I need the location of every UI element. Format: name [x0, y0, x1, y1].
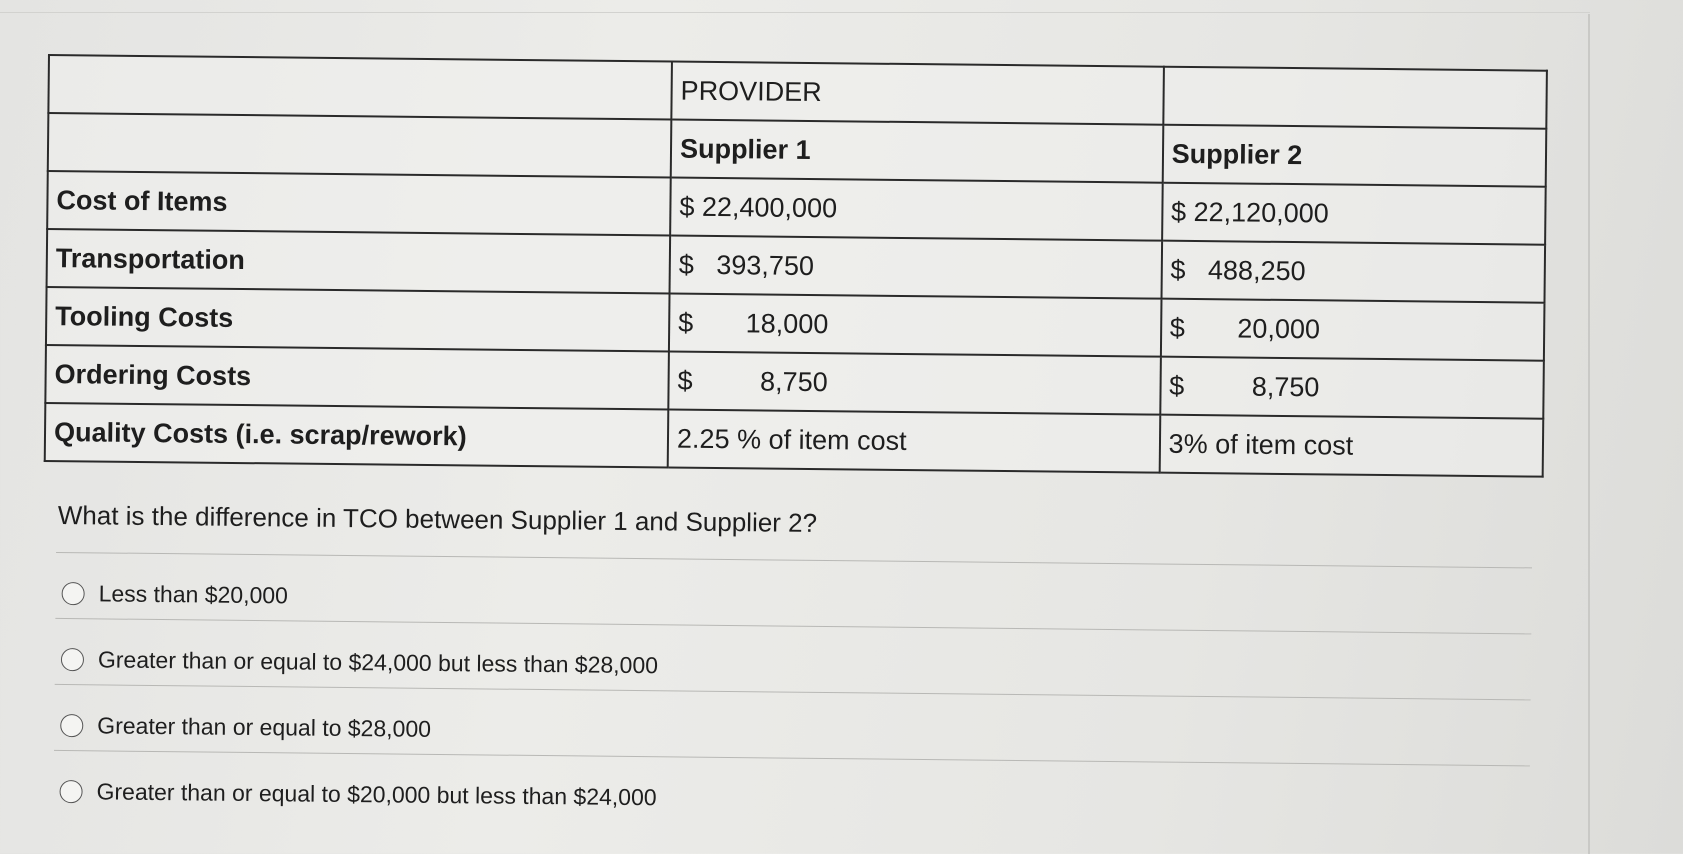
supplier2-header: Supplier 2 [1162, 125, 1546, 187]
supplier2-value: $ 22,120,000 [1162, 183, 1546, 245]
empty-header-cell [48, 55, 672, 120]
supplier2-value: $ 8,750 [1160, 357, 1544, 419]
row-label: Transportation [47, 229, 671, 294]
option-label: Greater than or equal to $28,000 [97, 711, 432, 742]
provider-header: PROVIDER [671, 62, 1163, 125]
option-label: Less than $20,000 [98, 579, 289, 608]
radio-button-icon[interactable] [60, 713, 83, 736]
radio-button-icon[interactable] [61, 647, 84, 670]
empty-provider-cell [1163, 67, 1547, 129]
row-label: Ordering Costs [45, 345, 669, 410]
question-text: What is the difference in TCO between Supplier 1 and Supplier 2? [57, 500, 818, 538]
supplier1-value: $ 8,750 [668, 352, 1160, 415]
supplier2-value: $ 488,250 [1161, 241, 1545, 303]
tco-table-container [44, 54, 1548, 478]
option-label: Greater than or equal to $20,000 but less than $24,000 [96, 777, 657, 810]
supplier1-value: $ 393,750 [670, 236, 1162, 299]
radio-button-icon[interactable] [59, 779, 82, 802]
empty-header-cell [48, 113, 672, 178]
answer-options [59, 560, 1532, 839]
row-label: Quality Costs (i.e. scrap/rework) [45, 403, 669, 468]
row-label: Tooling Costs [46, 287, 670, 352]
supplier2-value: 3% of item cost [1159, 415, 1543, 477]
supplier1-header: Supplier 1 [671, 120, 1163, 183]
row-label: Cost of Items [47, 171, 671, 236]
screen-top-edge [0, 12, 1590, 13]
radio-button-icon[interactable] [62, 581, 85, 604]
supplier1-value: $ 22,400,000 [670, 178, 1162, 241]
option-label: Greater than or equal to $24,000 but less than $28,000 [97, 645, 659, 678]
tco-table [44, 54, 1548, 478]
supplier2-value: $ 20,000 [1161, 299, 1545, 361]
answer-option-4[interactable] [59, 758, 1530, 839]
supplier1-value: 2.25 % of item cost [668, 410, 1160, 473]
screen-right-edge [1588, 14, 1590, 854]
supplier1-value: $ 18,000 [669, 294, 1161, 357]
